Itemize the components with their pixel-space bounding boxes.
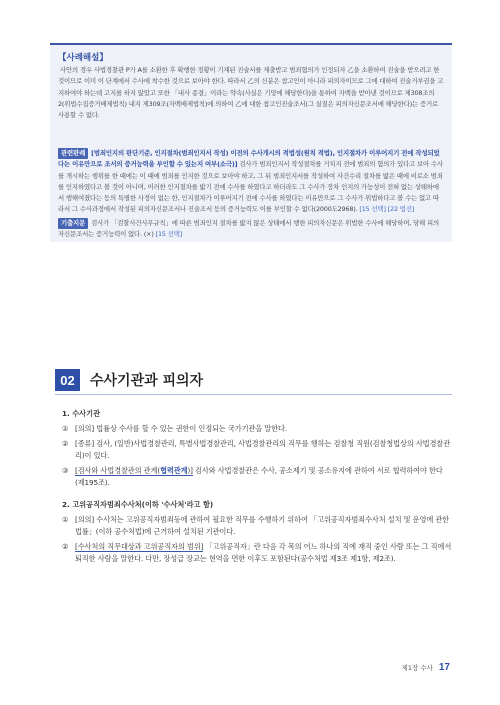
- item-text: 검사와 사법경찰관은 수사, 공소제기 및 공소유지에 관하여 서로 협력하여야 한다(제195조).: [75, 465, 443, 487]
- list-item: [62, 465, 452, 490]
- section-divider: [55, 394, 452, 395]
- item-highlight: [수사처의 직무대상과 고위공직자의 범위]: [75, 541, 204, 551]
- section-header: [55, 369, 203, 391]
- precedent-headnote: [범죄인지의 판단기준, 인지절차(범죄인지서 작성) 이전의 수사개시의 적법성(원칙 적법), 인지절차가 이루어지기 전에 작성되었다는 이유만으로 조서의 증거능력을 부인할 수 있는지 여부(소극)]: [58, 149, 440, 169]
- item-marker: ①: [62, 514, 69, 524]
- case-explanation-title: 【사례해설】: [58, 53, 108, 63]
- past-exam-citation: [15 선택]: [155, 230, 183, 239]
- section-number: 02: [55, 369, 80, 391]
- subsection-heading: 1. 수사기관: [62, 409, 101, 418]
- highlight-post: )]: [187, 465, 193, 475]
- highlight-pre: [검사와 사법경찰관의 관계(: [75, 465, 161, 475]
- case-explanation-paragraph: 사안의 경우 사법경찰관 P가 A를 소환한 후 확행한 정황이 기재된 진술서를 제출받고 범죄혐의가 인정되자 乙을 소환하여 진술을 받으려고 한 것이므로 이미 이 단계에서 수사에 착수한 것으로 보아야 한다. 따라서 乙의 신분은 참고인이 아니라 피의자이므로 그에 대하여 진술거부권을 고지하여야 하는데 고지를 하지 않았고 또한 「내사 종결」이라는 약속(사실은 기망에 해당한다)을 통하여 자백을 받아낸 것이므로 제308조의2(위법수집증거배제법칙) 내지 제309조(자백배제법칙)에 의하여 乙에 대한 참고인진술조서(그 실질은 피의자신문조서에 해당한다)는 증거로 사용할 수 없다.: [58, 66, 444, 120]
- section-title: 수사기관과 피의자: [90, 373, 204, 389]
- subsection-heading: 2. 고위공직자범죄수사처(이하 '수사처'라고 함): [62, 499, 214, 509]
- list-item: [62, 423, 452, 436]
- list-item: [62, 438, 452, 463]
- item-marker: ②: [62, 541, 69, 551]
- page-footer: [402, 662, 450, 673]
- precedent-text: 검사가 범죄인지서 작성절차를 거치지 전에 범죄의 혐의가 있다고 보아 수사를 개시하는 행위를 한 때에는 이 때에 범죄를 인지한 것으로 보아야 하고, 그 뒤 범죄인지서를 작성하여 사건수리 절차를 밟은 때에 비로소 범죄를 인지하였다고 볼 것이 아니며, 이러한 인지절차를 밟기 전에 수사를 하였다고 하더라도 그 수사가 장차 인지의 가능성이 전혀 없는 상태하에서 행해여졌다는 등의 특별한 사정이 없는 한, 인지절차가 이루어지기 전에 수사를 하였다는 이유만으로 그 수사가 위법하다고 볼 수는 없고 따라서 그 수사과정에서 작성된 피의자신문조서나 진술조서 등의 증거능력도 이를 부인할 수 없다(2000도2968).: [58, 160, 443, 214]
- item-text: 「고위공직자」란 다음 각 목의 어느 하나의 직에 재직 중인 사람 또는 그 직에서 퇴직한 사람을 말한다. 다만, 장성급 장교는 현역을 면한 이후도 포함된다(공수처법 제3조 제1항, 제2조).: [75, 541, 452, 563]
- past-exam-paragraph: [58, 218, 444, 241]
- item-text: [종류] 검사, (일반)사법경찰관리, 특별사법경찰관리, 사법경찰관리의 직무를 행하는 검찰청 직원(검찰청법상의 사법경찰관리)이 있다.: [75, 438, 451, 460]
- related-precedent-paragraph: [58, 148, 444, 216]
- list-item: [62, 541, 452, 566]
- past-exam-text: 검사가 「검찰사건사무규칙」에 따른 범죄인지 절차를 밟지 않은 상태에서 행한 피의자신문은 위법한 수사에 해당하며, 당해 피의자신문조서는 증거능력이 없다. (×): [58, 219, 439, 239]
- item-highlight: [75, 466, 193, 476]
- past-exam-tag: 기출지문: [58, 218, 88, 229]
- precedent-citation: [15 선택] [22 법선]: [359, 205, 415, 214]
- highlight-keyword: 협력관계: [160, 465, 188, 475]
- item-marker: ①: [62, 424, 69, 433]
- item-text: [의의] 법률상 수사를 할 수 있는 권한이 인정되는 국가기관을 말한다.: [75, 424, 288, 433]
- item-marker: ②: [62, 438, 69, 448]
- list-item: [62, 514, 452, 539]
- page-number: 17: [438, 662, 450, 673]
- section-content: [62, 407, 452, 566]
- item-marker: ③: [62, 465, 69, 475]
- chapter-label: 제1장 수사: [401, 664, 433, 672]
- related-precedent-tag: 관련판례: [58, 148, 88, 159]
- case-explanation-box: [50, 43, 452, 242]
- item-text: [의의] 수사처는 고위공직자범죄등에 관하여 필요한 직무를 수행하기 위하여 「고위공직자범죄수사처 설치 및 운영에 관한 법률」(이하 공수처법)에 근거하여 설치된 기관이다.: [75, 514, 450, 536]
